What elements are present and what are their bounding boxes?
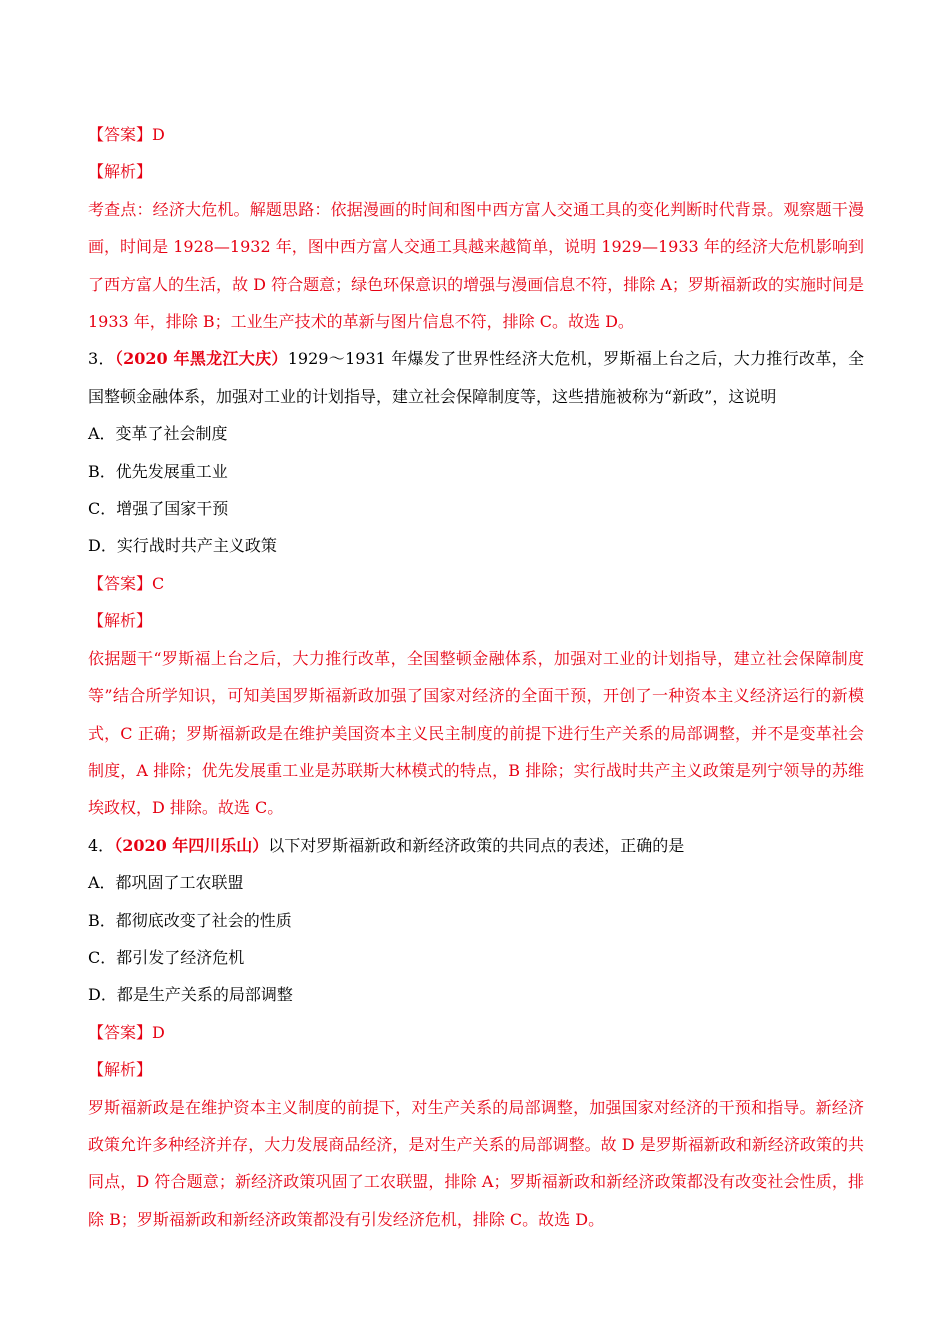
q3-analysis: 依据题干“罗斯福上台之后，大力推行改革，全国整顿金融体系，加强对工业的计划指导，建立社会保障制度等”结合所学知识，可知美国罗斯福新政加强了国家对经济的全面干预，开创了一种资本主义经济运行的新模式，C 正确；罗斯福新政是在维护美国资本主义民主制度的前提下进行生产关系的局部调整，并不是变革社会制度，A 排除；优先发展重工业是苏联斯大林模式的特点，B 排除；实行战时共产主义政策是列宁领导的苏维埃政权，D 排除。故选 C。 bbox=[88, 648, 864, 818]
document-page bbox=[88, 116, 864, 1238]
q3-answer bbox=[88, 565, 864, 602]
q4-answer-label: 【答案】 bbox=[88, 1022, 153, 1042]
q4-option-a: A．都巩固了工农联盟 bbox=[88, 873, 244, 893]
q3-source: （2020 年黑龙江大庆） bbox=[114, 349, 288, 369]
q3-option-a: A．变革了社会制度 bbox=[88, 424, 228, 444]
q4-option-c: C．都引发了经济危机 bbox=[88, 947, 245, 967]
q4-analysis-label: 【解析】 bbox=[88, 1060, 153, 1080]
q4-number: 4． bbox=[88, 835, 115, 855]
q4-option-b: B．都彻底改变了社会的性质 bbox=[88, 910, 292, 930]
q3-stem-paragraph bbox=[88, 340, 864, 415]
q4-answer bbox=[88, 1014, 864, 1051]
q2-answer bbox=[88, 116, 864, 153]
q3-stem: 1929～1931 年爆发了世界性经济大危机，罗斯福上台之后，大力推行改革，全国整顿金融体系，加强对工业的计划指导，建立社会保障制度等，这些措施被称为“新政”，这说明 bbox=[88, 349, 864, 406]
q4-stem-paragraph bbox=[88, 827, 864, 864]
q3-answer-label: 【答案】 bbox=[88, 573, 153, 593]
q4-answer-value: D bbox=[152, 1022, 165, 1042]
q4-stem: 以下对罗斯福新政和新经济政策的共同点的表述，正确的是 bbox=[268, 835, 685, 855]
q2-answer-label: 【答案】 bbox=[88, 125, 153, 144]
q4-analysis: 罗斯福新政是在维护资本主义制度的前提下，对生产关系的局部调整，加强国家对经济的干预和指导。新经济政策允许多种经济并存，大力发展商品经济，是对生产关系的局部调整。故 D 是罗斯福新政和新经济政策的共同点，D 符合题意；新经济政策巩固了工农联盟，排除 A；罗斯福新政和新经济政策都没有改变社会性质，排除 B；罗斯福新政和新经济政策都没有引发经济危机，排除 C。故选 D。 bbox=[88, 1097, 864, 1229]
q2-answer-value: D bbox=[152, 125, 165, 144]
q2-analysis-label: 【解析】 bbox=[88, 162, 153, 182]
q2-analysis: 考查点：经济大危机。解题思路：依据漫画的时间和图中西方富人交通工具的变化判断时代背景。观察题干漫画，时间是 1928—1932 年，图中西方富人交通工具越来越简单，说明 1929—1933 年的经济大危机影响到了西方富人的生活，故 D 符合题意；绿色环保意识的增强与漫画信息不符，排除 A；罗斯福新政的实施时间是 1933 年，排除 B；工业生产技术的革新与图片信息不符，排除 C。故选 D。 bbox=[88, 199, 864, 332]
q3-answer-value: C bbox=[152, 573, 165, 593]
q4-option-d: D．都是生产关系的局部调整 bbox=[88, 985, 293, 1005]
q3-option-d: D．实行战时共产主义政策 bbox=[88, 536, 277, 556]
q3-analysis-label: 【解析】 bbox=[88, 611, 153, 631]
q3-option-b: B．优先发展重工业 bbox=[88, 461, 228, 481]
q3-number: 3． bbox=[88, 349, 115, 369]
q3-option-c: C．增强了国家干预 bbox=[88, 499, 229, 519]
q4-source: （2020 年四川乐山） bbox=[114, 835, 269, 855]
